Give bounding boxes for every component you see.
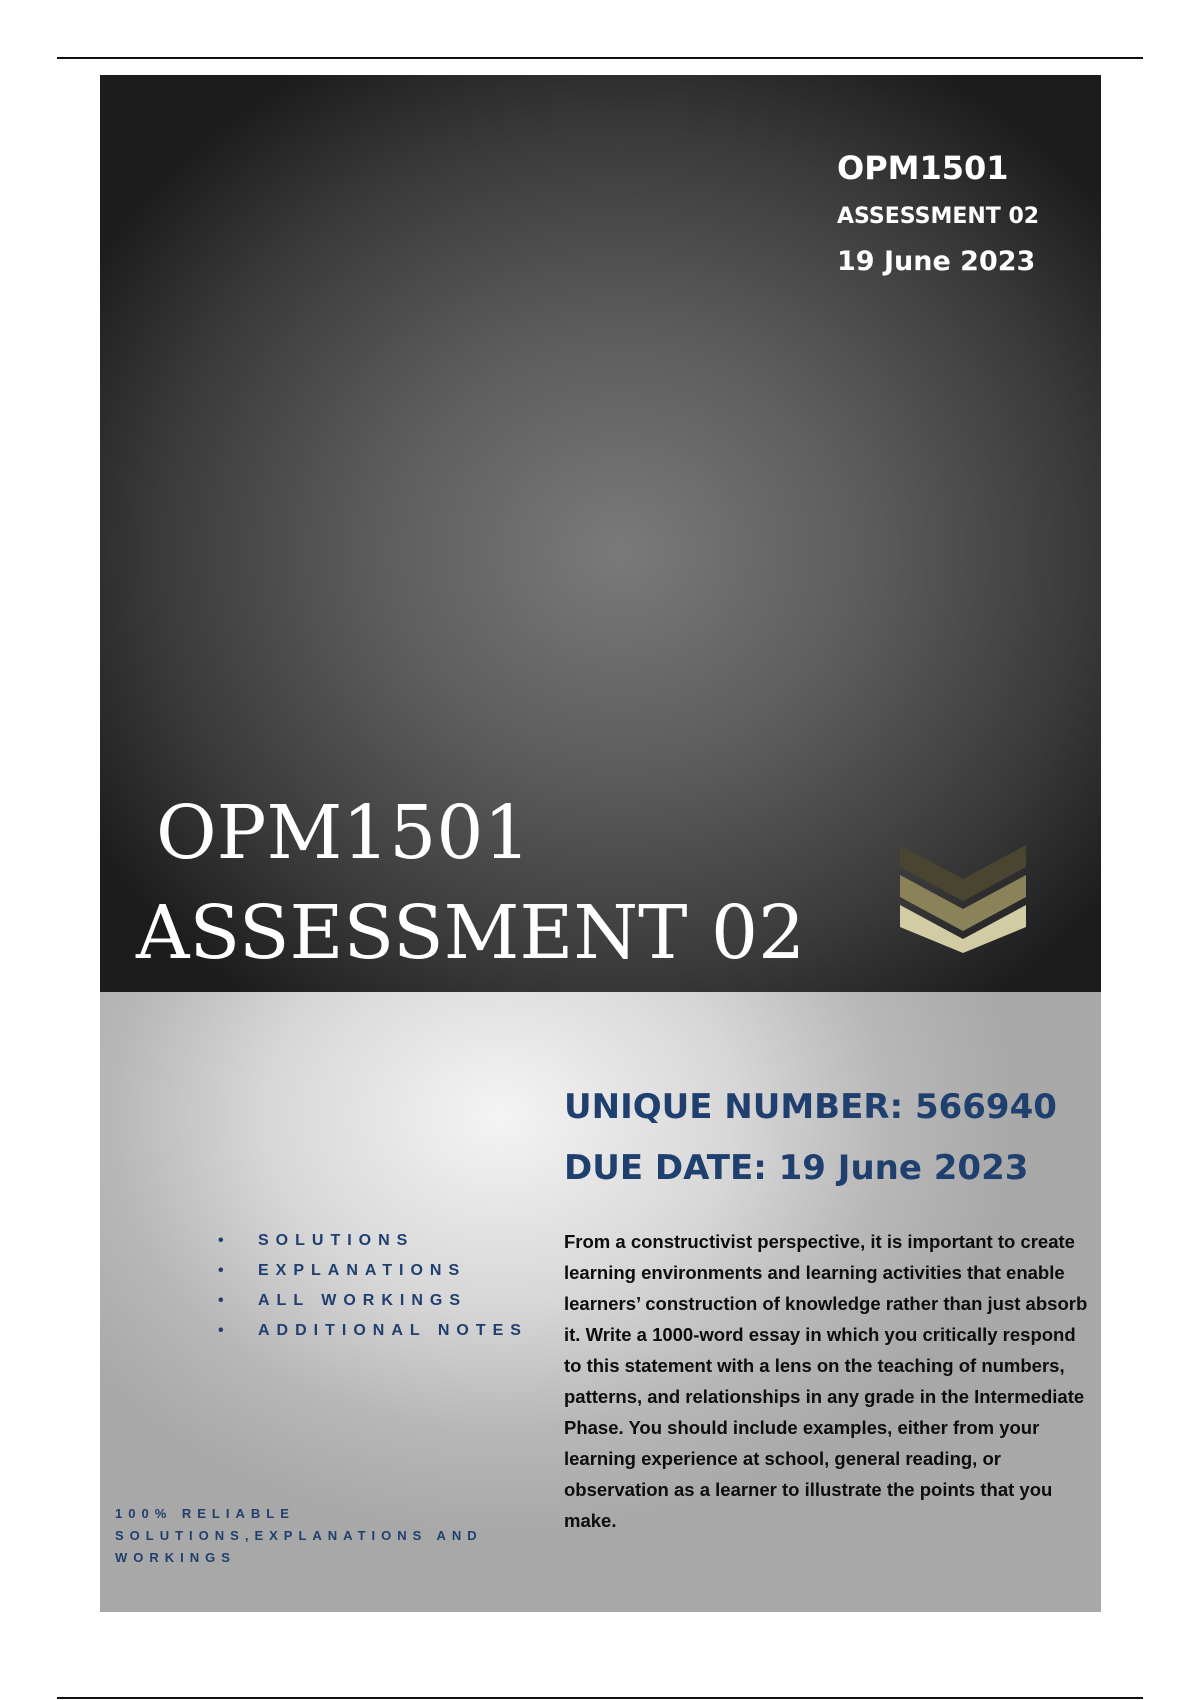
feature-item-solutions: • SOLUTIONS: [218, 1226, 528, 1256]
feature-item-additional-notes: • ADDITIONAL NOTES: [218, 1316, 528, 1346]
cover-title-line2: ASSESSMENT 02: [136, 890, 806, 976]
cover-title-line1: OPM1501: [156, 790, 531, 876]
top-rule: [57, 57, 1143, 59]
bottom-rule: [57, 1697, 1143, 1699]
essay-prompt: From a constructivist perspective, it is important to create learning environments and learning activities that enable learners’ construction of knowledge rather than just absorb it. Write a 1000-word essay in which you critically respond to this statement with a lens on the teaching of numbers, patterns, and relationships in any grade in the Intermediate Phase. You should include examples, either from your learning experience at school, general reading, or observation as a learner to illustrate the points that you make.: [564, 1231, 1088, 1531]
feature-item-explanations: • EXPLANATIONS: [218, 1256, 528, 1286]
cover-title: [136, 783, 805, 983]
tagline: 100% RELIABLE SOLUTIONS,EXPLANATIONS AND WORKINGS: [115, 1506, 483, 1565]
corner-course-code: OPM1501: [837, 149, 1009, 187]
corner-date: 19 June 2023: [837, 246, 1036, 277]
cover-page: [100, 75, 1101, 1612]
corner-assessment: ASSESSMENT 02: [837, 204, 1040, 229]
due-date: DUE DATE: 19 June 2023: [564, 1148, 1029, 1188]
triple-chevron-down-icon: [900, 833, 1026, 953]
unique-number: UNIQUE NUMBER: 566940: [564, 1087, 1057, 1127]
feature-item-all-workings: • ALL WORKINGS: [218, 1286, 528, 1316]
feature-list: [218, 1226, 528, 1346]
